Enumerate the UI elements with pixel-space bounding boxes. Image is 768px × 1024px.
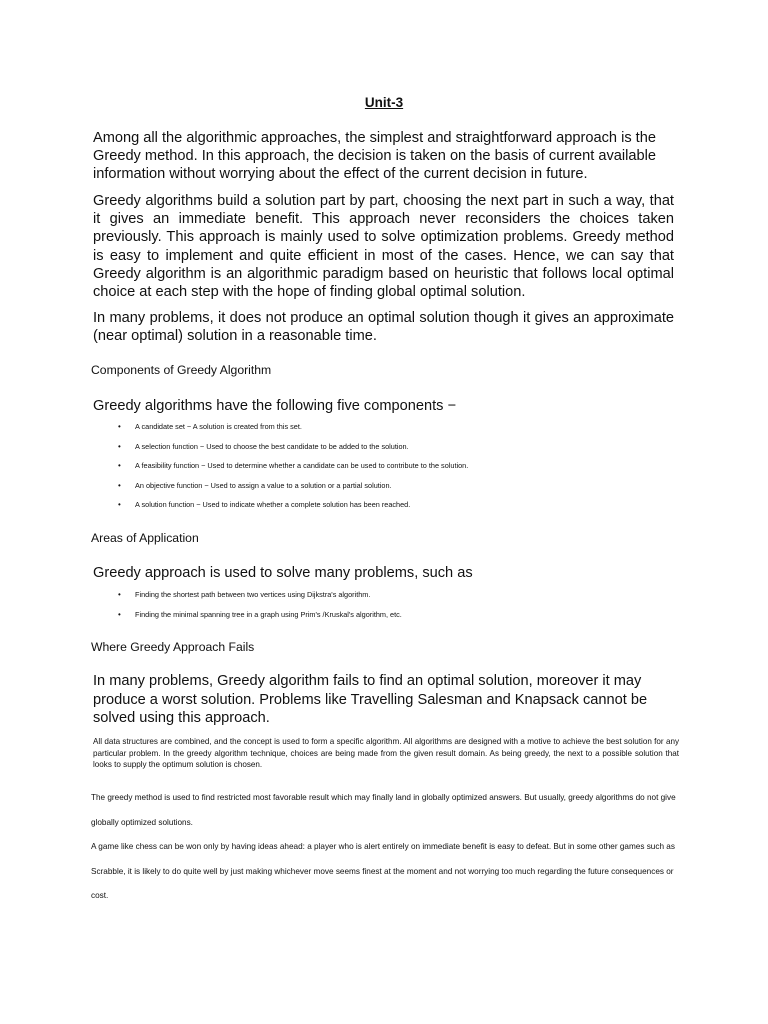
- components-heading: Components of Greedy Algorithm: [91, 363, 272, 377]
- applications-intro: Greedy approach is used to solve many problems, such as: [93, 565, 473, 581]
- list-item: • An objective function − Used to assign a value to a solution or a partial solution.: [118, 481, 468, 501]
- chess-example-paragraph: A game like chess can be won only by having ideas ahead: a player who is alert entirely on immediate benefit is easy to defeat. But in some other games such as Scrabble, it is likely to do quite well by just making whichever move seems finest at the moment and not worrying too much regarding the future consequences or cost.: [91, 842, 675, 900]
- list-item: • Finding the shortest path between two vertices using Dijkstra's algorithm.: [118, 590, 402, 610]
- components-intro: Greedy algorithms have the following five components −: [93, 398, 457, 414]
- applications-list: [118, 590, 402, 629]
- greedy-build-paragraph: Greedy algorithms build a solution part by part, choosing the next part in such a way, that it gives an immediate benefit. This approach never reconsiders the choices taken previously. This approach is mainly used to solve optimization problems. Greedy method is easy to implement and quite efficient in most of the cases. Hence, we can say that Greedy algorithm is an algorithmic paradigm based on heuristic that follows local optimal choice at each step with the hope of finding global optimal solution.: [93, 193, 674, 301]
- intro-paragraph: Among all the algorithmic approaches, the simplest and straightforward approach is the Greedy method. In this approach, the decision is taken on the basis of current available information without worrying about the effect of the current decision in future.: [93, 130, 656, 183]
- restricted-result-paragraph: The greedy method is used to find restricted most favorable result which may finally land in globally optimized answers. But usually, greedy algorithms do not give globally optimized solutions.: [91, 793, 676, 827]
- list-item: • Finding the minimal spanning tree in a graph using Prim's /Kruskal's algorithm, etc.: [118, 610, 402, 630]
- fails-heading: Where Greedy Approach Fails: [91, 640, 255, 654]
- fails-paragraph: In many problems, Greedy algorithm fails to find an optimal solution, moreover it may produce a worst solution. Problems like Travelling Salesman and Knapsack cannot be solved using this approach.: [93, 673, 648, 726]
- list-item: • A feasibility function − Used to determine whether a candidate can be used to contribute to the solution.: [118, 461, 468, 481]
- page-title: Unit-3: [364, 95, 404, 110]
- applications-heading: Areas of Application: [91, 531, 199, 545]
- list-item: • A candidate set − A solution is created from this set.: [118, 422, 468, 442]
- list-item: • A selection function − Used to choose the best candidate to be added to the solution.: [118, 442, 468, 462]
- list-item: • A solution function − Used to indicate whether a complete solution has been reached.: [118, 500, 468, 520]
- approximate-solution-paragraph: In many problems, it does not produce an optimal solution though it gives an approximate (near optimal) solution in a reasonable time.: [93, 310, 674, 345]
- components-list: [118, 422, 468, 520]
- data-structures-note: All data structures are combined, and the concept is used to form a specific algorithm. All algorithms are designed with a motive to achieve the best solution for any particular problem. In the greedy algorithm technique, choices are being made from the given result domain. As being greedy, the next to a possible solution that looks to supply the optimum solution is chosen.: [93, 737, 679, 770]
